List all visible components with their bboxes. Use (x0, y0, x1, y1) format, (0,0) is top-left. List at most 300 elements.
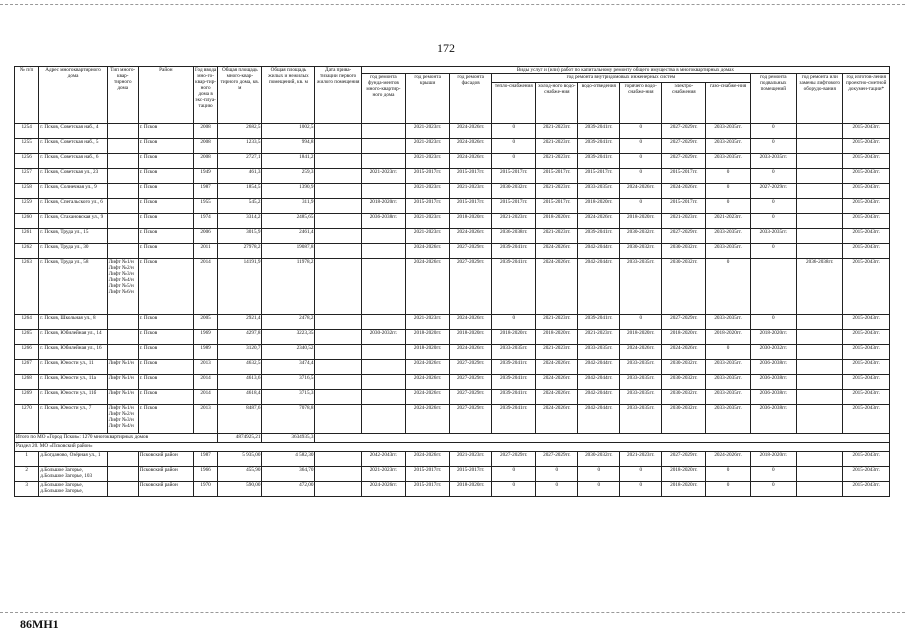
table-row (15, 184, 890, 199)
cell-hot-water: 2033-2035гг. (620, 390, 662, 405)
cell-cold-water: 2024-2026гг. (536, 244, 578, 259)
cell-heat: 2039-2041гг. (492, 405, 536, 434)
cell-year: 1955 (193, 199, 217, 214)
cell-type (107, 229, 138, 244)
cell-total-area: 3314,2 (218, 214, 262, 229)
cell-address: г. Псков, Советская наб., 5 (39, 139, 107, 154)
cell-roof: 2018-2020гг. (406, 345, 450, 360)
cell-electric: 2024-2026гг. (662, 184, 706, 199)
cell-year: 1966 (193, 467, 217, 482)
cell-hot-water: 2033-2035гг. (620, 259, 662, 315)
cell-foundation: 2021-2023гг. (361, 467, 405, 482)
header-foundation: год ремонта фунда-ментов много-квартир-ного дома (361, 74, 405, 124)
cell-total-area: 1233,5 (218, 139, 262, 154)
cell-gas: 0 (706, 184, 750, 199)
header-works-group: Виды услуг и (или) работ по капитальному ремонту общего имущества в многоквартирных домах (361, 67, 889, 74)
cell-total-area: 4613,6 (218, 375, 262, 390)
cell-year: 2008 (193, 139, 217, 154)
cell-year: 2006 (193, 229, 217, 244)
cell-type: Лифт №1/н Лифт №2/н Лифт №3/н Лифт №4/н (107, 405, 138, 434)
cell-cold-water: 2024-2026гг. (536, 405, 578, 434)
cell-docs: 2015-2043гг. (843, 315, 890, 330)
cell-heat: 2039-2041гг. (492, 244, 536, 259)
cell-address: г. Псков, Юности ул., 11а (39, 375, 107, 390)
cell-lift (797, 184, 843, 199)
cell-type: Лифт №1/н Лифт №2/н Лифт №3/н Лифт №4/н Лифт №5/н Лифт №6/н (107, 259, 138, 315)
cell-cold-water: 2021-2023гг. (536, 139, 578, 154)
cell-year: 2013 (193, 405, 217, 434)
cell-type: Лифт №1/н (107, 360, 138, 375)
cell-electric: 2030-2032гг. (662, 405, 706, 434)
cell-electric: 2027-2029гг. (662, 452, 706, 467)
cell-electric: 2027-2029гг. (662, 315, 706, 330)
table-row (15, 259, 890, 315)
cell-foundation (361, 360, 405, 375)
cell-lift: 2036-2038гг. (797, 259, 843, 315)
cell-cold-water: 2021-2023гг. (536, 154, 578, 169)
table-row (15, 124, 890, 139)
cell-basement: 0 (750, 482, 796, 497)
footer-code: 86МН1 (20, 617, 59, 631)
cell-electric: 2015-2017гг. (662, 199, 706, 214)
cell-heat: 0 (492, 315, 536, 330)
cell-facade: 2024-2026гг. (450, 315, 492, 330)
cell-foundation (361, 259, 405, 315)
header-hot-water: горячего водо-снабже-ния (620, 83, 662, 124)
cell-total-area: 590,00 (218, 482, 262, 497)
cell-electric: 2021-2023гг. (662, 214, 706, 229)
cell-num: 1270 (15, 405, 39, 434)
cell-lift (797, 214, 843, 229)
cell-district: г. Псков (138, 154, 193, 169)
cell-heat: 2039-2041гг. (492, 360, 536, 375)
cell-basement: 0 (750, 124, 796, 139)
cell-living-area: 2461,4 (262, 229, 315, 244)
header-address: Адрес многоквартирного дома (39, 67, 107, 124)
cell-cold-water: 2024-2026гг. (536, 390, 578, 405)
cell-gas: 0 (706, 259, 750, 315)
cell-address: г. Псков, Советская наб., 4 (39, 124, 107, 139)
cell-gas: 0 (706, 345, 750, 360)
cell-basement: 2036-2038гг. (750, 405, 796, 434)
cell-sewer: 2024-2026гг. (578, 214, 620, 229)
cell-heat: 2015-2017гг. (492, 169, 536, 184)
cell-num: 1268 (15, 375, 39, 390)
cell-district: г. Псков (138, 184, 193, 199)
cell-type (107, 139, 138, 154)
cell-district: г. Псков (138, 375, 193, 390)
cell-sewer: 2015-2017гг. (578, 169, 620, 184)
cell-electric: 2027-2029гг. (662, 229, 706, 244)
cell-sewer: 2042-2044гг. (578, 405, 620, 434)
cell-roof: 2015-2017гг. (406, 467, 450, 482)
cell-facade: 2015-2017гг. (450, 169, 492, 184)
cell-cold-water: 2024-2026гг. (536, 375, 578, 390)
cell-foundation: 2042-2043гг. (361, 452, 405, 467)
cell-lift (797, 467, 843, 482)
cell-district: г. Псков (138, 330, 193, 345)
cell-privatization-date (315, 360, 361, 375)
cell-district: г. Псков (138, 360, 193, 375)
cell-facade: 2027-2029гг. (450, 259, 492, 315)
cell-roof: 2021-2023гг. (406, 214, 450, 229)
cell-address: г. Псков, Юности ул., 7 (39, 405, 107, 434)
table-row (15, 330, 890, 345)
cell-hot-water: 2030-2032гг. (620, 229, 662, 244)
cell-address: г. Псков, Юбилейная ул., 16 (39, 345, 107, 360)
cell-cold-water: 2021-2023гг. (536, 184, 578, 199)
cell-privatization-date (315, 124, 361, 139)
cell-district: г. Псков (138, 229, 193, 244)
cell-privatization-date (315, 452, 361, 467)
cell-privatization-date (315, 199, 361, 214)
cell-year: 2008 (193, 124, 217, 139)
cell-privatization-date (315, 259, 361, 315)
cell-total-area: 27978,2 (218, 244, 262, 259)
cell-cold-water: 2021-2023гг. (536, 345, 578, 360)
cell-heat: 2039-2041гг. (492, 390, 536, 405)
cell-basement: 0 (750, 169, 796, 184)
cell-year: 2013 (193, 360, 217, 375)
cell-electric: 2018-2020гг. (662, 482, 706, 497)
cell-roof: 2021-2023гг. (406, 139, 450, 154)
cell-num: 3 (15, 482, 39, 497)
cell-type (107, 169, 138, 184)
cell-year: 1970 (193, 482, 217, 497)
cell-address: г. Псков, Юбилейная ул., 14 (39, 330, 107, 345)
cell-total-area: 455,90 (218, 467, 262, 482)
cell-living-area: 1002,5 (262, 124, 315, 139)
cell-docs: 2015-2043гг. (843, 405, 890, 434)
cell-year: 1969 (193, 330, 217, 345)
cell-address: д.Большое Загорье, д.Большое Загорье, 103 (39, 467, 107, 482)
cell-total-area: 4632,5 (218, 360, 262, 375)
cell-basement (750, 259, 796, 315)
cell-living-area: 311,9 (262, 199, 315, 214)
scan-top-edge (0, 4, 905, 6)
cell-basement: 2036-2038гг. (750, 390, 796, 405)
cell-heat: 0 (492, 154, 536, 169)
cell-heat: 0 (492, 139, 536, 154)
cell-num: 1269 (15, 390, 39, 405)
header-num: № п/п (15, 67, 39, 124)
cell-gas: 2024-2026гг. (706, 452, 750, 467)
cell-address: г. Псков, Школьная ул., 8 (39, 315, 107, 330)
cell-privatization-date (315, 184, 361, 199)
cell-facade: 2024-2026гг. (450, 154, 492, 169)
cell-living-area: 2485,65 (262, 214, 315, 229)
cell-cold-water: 2018-2020гг. (536, 330, 578, 345)
cell-roof: 2021-2023гг. (406, 184, 450, 199)
cell-privatization-date (315, 229, 361, 244)
cell-foundation (361, 315, 405, 330)
cell-roof: 2021-2023гг. (406, 229, 450, 244)
cell-heat: 0 (492, 482, 536, 497)
cell-living-area: 19087,8 (262, 244, 315, 259)
cell-living-area: 3716,5 (262, 375, 315, 390)
cell-roof: 2024-2026гг. (406, 244, 450, 259)
cell-address: г. Псков, Советская наб., 6 (39, 154, 107, 169)
header-living-area: Общая площадь жилых и нежилых помещений, кв. м (262, 67, 315, 124)
cell-docs: 2015-2043гг. (843, 124, 890, 139)
cell-heat: 2039-2041гг. (492, 259, 536, 315)
cell-type: Лифт №1/н (107, 375, 138, 390)
cell-docs: 2015-2043гг. (843, 214, 890, 229)
cell-hot-water: 0 (620, 315, 662, 330)
header-basement: год ремонта подвальных помещений (750, 74, 796, 124)
cell-heat: 2039-2041гг. (492, 375, 536, 390)
cell-facade: 2024-2026гг. (450, 124, 492, 139)
cell-electric: 2030-2032гг. (662, 375, 706, 390)
cell-cold-water: 2021-2023гг. (536, 124, 578, 139)
cell-address: г. Псков, Труда ул., 58 (39, 259, 107, 315)
cell-lift (797, 390, 843, 405)
cell-living-area: 2340,52 (262, 345, 315, 360)
cell-address: г. Псков, Советская ул., 23 (39, 169, 107, 184)
cell-docs: 2015-2043гг. (843, 139, 890, 154)
cell-address: г. Псков, Труда ул., 30 (39, 244, 107, 259)
cell-num: 1255 (15, 139, 39, 154)
cell-privatization-date (315, 467, 361, 482)
cell-cold-water: 2027-2029гг. (536, 452, 578, 467)
cell-electric: 2027-2029гг. (662, 154, 706, 169)
cell-lift (797, 482, 843, 497)
cell-foundation (361, 244, 405, 259)
cell-type (107, 330, 138, 345)
cell-district: г. Псков (138, 124, 193, 139)
capital-repair-table (14, 66, 890, 497)
cell-num: 1258 (15, 184, 39, 199)
cell-type (107, 482, 138, 497)
cell-privatization-date (315, 405, 361, 434)
header-type: Тип много-квар-тирного дома (107, 67, 138, 124)
cell-roof: 2024-2026гг. (406, 405, 450, 434)
cell-lift (797, 154, 843, 169)
cell-living-area: 1841,2 (262, 154, 315, 169)
cell-gas: 2033-2035гг. (706, 405, 750, 434)
table-row (15, 229, 890, 244)
cell-heat: 2030-2032гг. (492, 184, 536, 199)
cell-hot-water: 0 (620, 199, 662, 214)
cell-hot-water: 2018-2020гг. (620, 214, 662, 229)
cell-heat: 2021-2023гг. (492, 214, 536, 229)
cell-docs: 2015-2043гг. (843, 229, 890, 244)
scan-bottom-edge (0, 612, 905, 614)
cell-sewer: 2039-2041гг. (578, 315, 620, 330)
cell-num: 2 (15, 467, 39, 482)
table-header (15, 67, 890, 124)
cell-num: 1254 (15, 124, 39, 139)
cell-gas: 2033-2035гг. (706, 124, 750, 139)
cell-privatization-date (315, 139, 361, 154)
cell-year: 2011 (193, 244, 217, 259)
cell-heat: 2027-2029гг. (492, 452, 536, 467)
cell-docs: 2015-2043гг. (843, 375, 890, 390)
cell-lift (797, 330, 843, 345)
cell-total-area: 2682,5 (218, 124, 262, 139)
cell-cold-water: 0 (536, 482, 578, 497)
cell-living-area: 7078,8 (262, 405, 315, 434)
cell-facade: 2027-2029гг. (450, 360, 492, 375)
cell-total-area: 4297,8 (218, 330, 262, 345)
cell-hot-water: 2033-2035гг. (620, 375, 662, 390)
header-roof: год ремонта крыши (406, 74, 450, 124)
cell-basement: 2018-2020гг. (750, 452, 796, 467)
cell-facade: 2018-2020гг. (450, 330, 492, 345)
cell-lift (797, 405, 843, 434)
cell-roof: 2021-2023гг. (406, 315, 450, 330)
table-summary (15, 434, 890, 452)
cell-privatization-date (315, 315, 361, 330)
cell-basement: 2018-2020гг. (750, 330, 796, 345)
cell-address: г. Псков, Стахановская ул., 9 (39, 214, 107, 229)
cell-lift (797, 360, 843, 375)
cell-num: 1260 (15, 214, 39, 229)
cell-sewer: 2039-2041гг. (578, 229, 620, 244)
cell-lift (797, 124, 843, 139)
cell-cold-water: 2015-2017гг. (536, 199, 578, 214)
table-row (15, 345, 890, 360)
cell-electric: 2030-2032гг. (662, 390, 706, 405)
cell-type: Лифт №1/н (107, 390, 138, 405)
cell-year: 2005 (193, 315, 217, 330)
cell-heat: 2033-2035гг. (492, 345, 536, 360)
cell-district: г. Псков (138, 244, 193, 259)
cell-district: г. Псков (138, 390, 193, 405)
cell-facade: 2027-2029гг. (450, 390, 492, 405)
table-row (15, 315, 890, 330)
cell-hot-water: 2033-2035гг. (620, 405, 662, 434)
cell-gas: 2033-2035гг. (706, 315, 750, 330)
cell-num: 1267 (15, 360, 39, 375)
cell-type (107, 124, 138, 139)
cell-privatization-date (315, 214, 361, 229)
cell-cold-water: 2018-2020гг. (536, 214, 578, 229)
cell-total-area: 3015,9 (218, 229, 262, 244)
cell-facade: 2015-2017гг. (450, 467, 492, 482)
cell-facade: 2024-2026гг. (450, 139, 492, 154)
cell-docs: 2015-2043гг. (843, 330, 890, 345)
header-year: Год ввода мно-го-квар-тир-ного дома в экс-плуа-тацию (193, 67, 217, 124)
cell-sewer: 2033-2035гг. (578, 345, 620, 360)
table-row (15, 169, 890, 184)
cell-facade: 2018-2020гг. (450, 214, 492, 229)
cell-basement: 2030-2032гг. (750, 345, 796, 360)
cell-district: г. Псков (138, 315, 193, 330)
cell-district: Псковский район (138, 482, 193, 497)
cell-docs: 2015-2043гг. (843, 154, 890, 169)
cell-basement: 0 (750, 214, 796, 229)
cell-year: 1949 (193, 169, 217, 184)
cell-sewer: 2042-2044гг. (578, 375, 620, 390)
cell-heat: 2018-2020гг. (492, 330, 536, 345)
cell-facade: 2024-2026гг. (450, 345, 492, 360)
cell-gas: 2033-2035гг. (706, 390, 750, 405)
cell-roof: 2024-2026гг. (406, 259, 450, 315)
cell-foundation (361, 184, 405, 199)
cell-sewer: 2018-2020гг. (578, 199, 620, 214)
cell-type (107, 154, 138, 169)
cell-gas: 0 (706, 467, 750, 482)
cell-living-area: 3474,4 (262, 360, 315, 375)
cell-cold-water: 2024-2026гг. (536, 259, 578, 315)
cell-docs: 2015-2043гг. (843, 482, 890, 497)
cell-total-area: 4618,4 (218, 390, 262, 405)
cell-lift (797, 244, 843, 259)
cell-living-area: 364,70 (262, 467, 315, 482)
cell-year: 1974 (193, 214, 217, 229)
header-heat: тепло-снабжения (492, 83, 536, 124)
cell-heat: 0 (492, 467, 536, 482)
cell-total-area: 1854,5 (218, 184, 262, 199)
cell-lift (797, 139, 843, 154)
cell-foundation: 2021-2023гг. (361, 169, 405, 184)
cell-privatization-date (315, 169, 361, 184)
cell-living-area: 259,3 (262, 169, 315, 184)
cell-basement: 2033-2035гг. (750, 229, 796, 244)
table-body-pskov (15, 124, 890, 434)
cell-foundation (361, 390, 405, 405)
cell-basement: 0 (750, 315, 796, 330)
cell-type (107, 244, 138, 259)
cell-roof: 2015-2017гг. (406, 199, 450, 214)
cell-foundation (361, 345, 405, 360)
cell-electric: 2018-2020гг. (662, 330, 706, 345)
table-row (15, 467, 890, 482)
cell-district: Псковский район (138, 467, 193, 482)
table-row (15, 199, 890, 214)
cell-district: г. Псков (138, 169, 193, 184)
cell-basement: 2027-2029гг. (750, 184, 796, 199)
cell-num: 1261 (15, 229, 39, 244)
cell-electric: 2030-2032гг. (662, 244, 706, 259)
cell-privatization-date (315, 330, 361, 345)
cell-electric: 2018-2020гг. (662, 467, 706, 482)
cell-district: г. Псков (138, 199, 193, 214)
cell-sewer: 2042-2044гг. (578, 244, 620, 259)
cell-district: г. Псков (138, 405, 193, 434)
cell-gas: 2033-2035гг. (706, 229, 750, 244)
header-electric: электро-снабжения (662, 83, 706, 124)
total-label: Итого по МО «Город Псков»: 1270 многоквартирных домов (15, 434, 218, 443)
cell-total-area: 8487,6 (218, 405, 262, 434)
cell-hot-water: 2024-2026гг. (620, 345, 662, 360)
cell-basement: 0 (750, 244, 796, 259)
cell-total-area: 14191,9 (218, 259, 262, 315)
cell-sewer: 2039-2041гг. (578, 124, 620, 139)
cell-privatization-date (315, 375, 361, 390)
cell-foundation (361, 229, 405, 244)
section-label: Раздел 20. МО «Псковский район» (15, 443, 890, 452)
cell-privatization-date (315, 244, 361, 259)
header-gas: газо-снабже-ния (706, 83, 750, 124)
table-row (15, 139, 890, 154)
cell-privatization-date (315, 390, 361, 405)
cell-total-area: 5 935,00 (218, 452, 262, 467)
total-area-sum: 4874925,21 (218, 434, 262, 443)
cell-address: г. Псков, Спегальского ул., 6 (39, 199, 107, 214)
cell-facade: 2015-2017гг. (450, 199, 492, 214)
cell-type (107, 214, 138, 229)
cell-district: г. Псков (138, 139, 193, 154)
cell-docs: 2015-2043гг. (843, 360, 890, 375)
cell-facade: 2018-2020гг. (450, 482, 492, 497)
cell-year: 2008 (193, 154, 217, 169)
cell-district: Псковский район (138, 452, 193, 467)
page-number: 172 (437, 41, 455, 55)
cell-sewer: 2039-2041гг. (578, 139, 620, 154)
cell-docs: 2015-2043гг. (843, 345, 890, 360)
